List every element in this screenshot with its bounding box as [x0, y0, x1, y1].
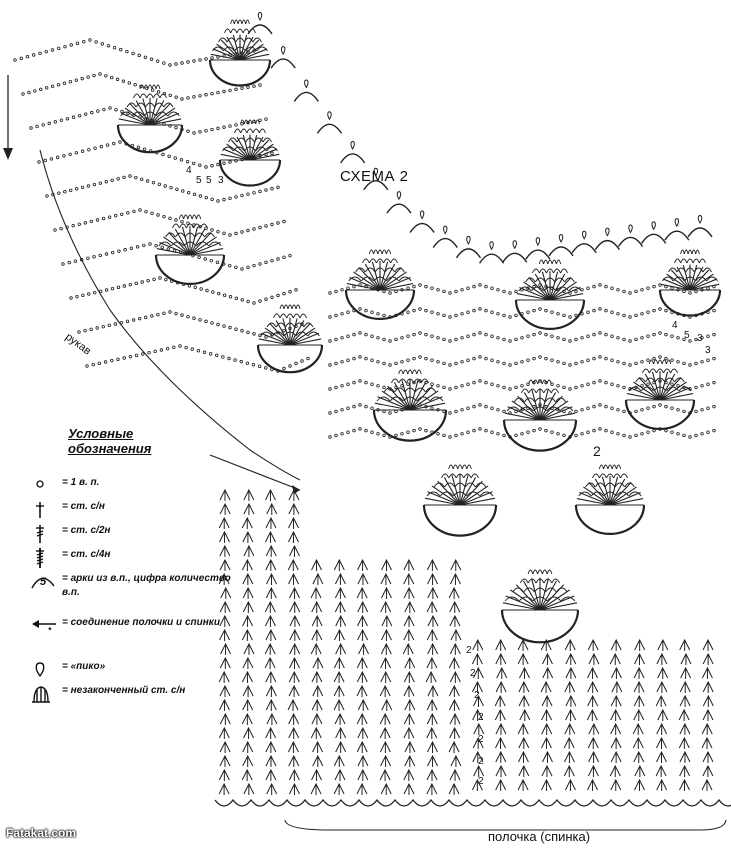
- lower-stitch-column: [334, 560, 346, 795]
- direction-arrow-head: [3, 148, 13, 160]
- lower-row-number: 2: [478, 756, 484, 767]
- lower-stitch-column: [449, 560, 461, 795]
- quad-crochet-icon: [30, 548, 58, 568]
- sleeve-chain-row: [54, 209, 286, 237]
- row-number: 3: [705, 345, 711, 356]
- sleeve-fan: [118, 85, 182, 152]
- lower-stitch-column: [495, 640, 507, 791]
- double-crochet-icon: [30, 524, 58, 544]
- body-fan: [374, 370, 446, 441]
- lower-stitch-column: [265, 490, 277, 795]
- sleeve-chain-row: [86, 345, 310, 373]
- lower-row-number: 2: [474, 690, 480, 701]
- lower-stitch-column: [702, 640, 713, 791]
- lower-stitch-column: [380, 560, 392, 795]
- join-arrow-head: [292, 485, 300, 494]
- neckline-picot-edge: [248, 13, 712, 264]
- lower-row-number: 2: [470, 668, 476, 679]
- row-number: 5: [684, 330, 690, 341]
- body-fan: [346, 250, 414, 319]
- body-fan: [504, 380, 576, 451]
- sleeve-fan: [210, 20, 270, 85]
- sleeve-label: рукав: [62, 331, 94, 358]
- lower-stitch-column: [357, 560, 369, 795]
- front-back-label: полочка (спинка): [488, 829, 591, 844]
- lower-stitch-column: [403, 560, 415, 795]
- sleeve-chain-row: [46, 175, 280, 203]
- lower-stitch-column: [541, 640, 553, 791]
- body-fan: [576, 465, 644, 534]
- picot-icon: [30, 660, 58, 680]
- legend: Условные обозначения = 1 в. п. = ст. с/н = ст. с/2н = ст. с/4н 5 = арки из в.п., цифра количество в.п. * = соединение полочки и спинки = «пико» = незаконченный ст. с/н: [30, 426, 230, 456]
- yoke-chain-row: [329, 356, 716, 367]
- join-arrow-icon: [30, 616, 58, 636]
- body-fan: [516, 260, 584, 329]
- lower-stitch-column: [610, 640, 622, 791]
- legend-item-arch: 5 = арки из в.п., цифра количество в.п.: [30, 572, 230, 604]
- lower-stitch-column: [656, 640, 668, 791]
- chain-circle-icon: [30, 476, 58, 496]
- body-fan: [424, 465, 496, 536]
- svg-text:*: *: [48, 626, 52, 635]
- lower-row-number: 2: [478, 734, 484, 745]
- hem-scallop-edge: [215, 800, 731, 806]
- cluster-icon: [30, 684, 58, 704]
- body-fan: [502, 570, 578, 642]
- watermark: Fatakat.com: [6, 826, 77, 840]
- lower-row-number: 2: [478, 712, 484, 723]
- lower-stitch-column: [633, 640, 645, 791]
- legend-item-join: * = соединение полочки и спинки: [30, 616, 230, 648]
- lower-row-number: 2: [478, 776, 484, 787]
- sleeve-chain-row: [78, 311, 304, 339]
- lower-stitch-column: [426, 560, 438, 795]
- lower-row-number: 2: [466, 645, 472, 656]
- yoke-chain-row: [329, 332, 716, 343]
- row-number: 3: [697, 333, 703, 344]
- sleeve-fan: [156, 215, 224, 284]
- sleeve-chain-row: [62, 243, 292, 271]
- legend-title: Условные обозначения: [68, 426, 152, 456]
- lower-stitch-column: [242, 490, 254, 795]
- row-number: 4: [186, 165, 192, 176]
- lower-stitch-column: [564, 640, 576, 791]
- lower-stitch-column: [311, 560, 323, 795]
- lower-stitch-column: [679, 640, 691, 791]
- body-fan: [626, 360, 694, 429]
- row-number: 3: [218, 175, 224, 186]
- lower-stitch-column: [587, 640, 599, 791]
- center-row-number: 2: [593, 443, 601, 459]
- row-number: 5: [206, 175, 212, 186]
- body-fan: [660, 250, 720, 316]
- lower-stitch-column: [518, 640, 530, 791]
- row-number: 5: [196, 175, 202, 186]
- row-number: 4: [672, 320, 678, 331]
- chart-title: СХЕМА 2: [340, 168, 409, 185]
- sleeve-fan: [258, 305, 322, 372]
- single-crochet-icon: [30, 500, 58, 520]
- lower-stitch-column: [288, 490, 300, 795]
- sleeve-chain-row: [14, 39, 256, 67]
